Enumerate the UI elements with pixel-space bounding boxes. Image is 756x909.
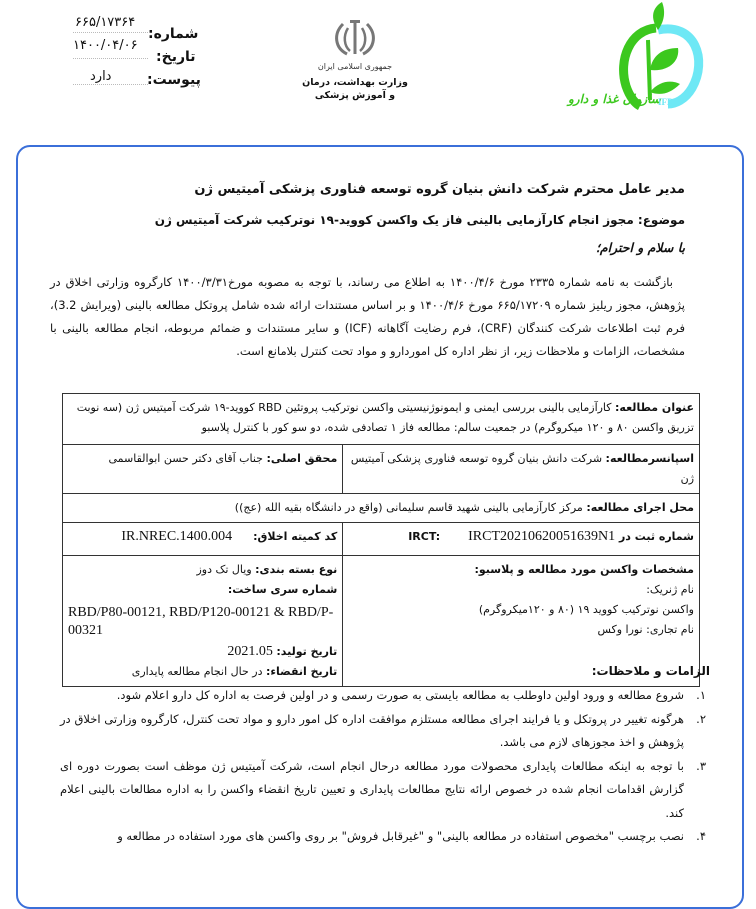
exp-value: در حال انجام مطالعه پایداری: [131, 665, 263, 678]
site-value: مرکز کارآزمایی بالینی شهید قاسم سلیمانی (واقع در دانشگاه بقیه الله (عج)): [234, 501, 583, 514]
packaging-value: ویال تک دوز: [196, 563, 252, 576]
sponsor-value: شرکت دانش بنیان گروه توسعه فناوری پزشکی آمیتیس ژن: [350, 452, 694, 485]
ethics-label: کد کمیته اخلاق:: [253, 530, 338, 543]
subject: موضوع: مجوز انجام کارآزمایی بالینی فاز یک واکسن کووید-۱۹ نوترکیب شرکت آمیتیس ژن: [154, 213, 685, 227]
list-item: [60, 708, 706, 755]
requirements-list: [60, 684, 710, 849]
number-value: ۶۶۵/۱۷۳۶۴: [75, 15, 136, 30]
title-label: عنوان مطالعه:: [615, 401, 694, 414]
item-text: شروع مطالعه و ورود اولین داوطلب به مطالعه بایستی به صورت رسمی و در اولین فرصت به اداره کل دارو اعلام شود.: [116, 688, 684, 702]
date-label: تاریخ:: [156, 49, 196, 65]
letter-body: [50, 182, 685, 363]
brand-value: نورا وکس: [597, 623, 643, 636]
attachment-dots: [73, 84, 148, 85]
irct-label: شماره ثبت در IRCT:: [408, 530, 694, 543]
requirements-heading: الزامات و ملاحظات:: [591, 664, 710, 678]
greeting: با سلام و احترام؛: [595, 240, 685, 255]
date-value: ۱۴۰۰/۰۴/۰۶: [73, 38, 138, 53]
requirements-section: [60, 664, 710, 849]
iran-emblem-icon: [333, 18, 377, 56]
number-label: شماره:: [148, 26, 199, 42]
title-value: کارآزمایی بالینی بررسی ایمنی و ایمونوژنیسیتی واکسن نوترکیب پروتئین RBD کووید-۱۹ شرکت آمیتیس ژن (سه نوبت تزریق واکسن ۸۰ و ۱۲۰ میکروگرم) در جمعیت سالم: مطالعه فاز ۱ تصادفی شده، دو سو کور با کنترل پلاسبو: [76, 401, 694, 434]
item-text: با توجه به اینکه مطالعات پایداری محصولات مورد مطالعه درحال انجام است، شرکت آمیتیس ژن موظف است بصورت دوره ای گزارش اقدامات انجام شده در خصوص ارائه نتایج مطالعات پایداری و تعیین تاریخ انقضاء واکسن را به اداره مطالعات بالینی اعلام کند.: [60, 758, 684, 820]
attachment-value: دارد: [90, 69, 112, 84]
brand-label: نام تجاری:: [646, 623, 694, 636]
irct-value: IRCT20210620051639N1: [468, 529, 616, 544]
attachment-label: پیوست:: [147, 72, 201, 88]
date-dots: [73, 58, 148, 59]
generic-value: واکسن نوترکیب کووید ۱۹ (۸۰ و ۱۲۰میکروگرم): [478, 603, 694, 616]
item-text: نصب برچسب "مخصوص استفاده در مطالعه بالینی" و "غیرقابل فروش" بر روی واکسن های مورد استفاده در مطالعه و: [117, 829, 684, 843]
recipient: مدیر عامل محترم شرکت دانش بنیان گروه توسعه فناوری پزشکی آمیتیس ژن: [194, 182, 685, 197]
study-info-table: [62, 393, 700, 687]
iran-emblem: [333, 18, 377, 56]
item-number: ۱.: [696, 688, 706, 702]
batch-label: شماره سری ساخت:: [227, 583, 338, 596]
spec-heading: مشخصات واکسن مورد مطالعه و پلاسبو:: [474, 563, 694, 576]
mfg-value: 2021.05: [227, 644, 273, 659]
row-site: [63, 494, 700, 523]
pi-value: جناب آقای دکتر حسن ابوالقاسمی: [108, 452, 263, 465]
exp-label: تاریخ انقضاء:: [265, 665, 338, 678]
emblem-line1: جمهوری اسلامی ایران: [317, 62, 393, 71]
batch-value: RBD/P80-00121, RBD/P120-00121 & RBD/P-00321: [68, 605, 334, 638]
ifda-logo-abbr: IFDA: [658, 97, 680, 107]
list-item: [60, 755, 706, 826]
item-number: ۲.: [696, 711, 706, 726]
body-paragraph: بازگشت به نامه شماره ۲۳۳۵ مورخ ۱۴۰۰/۴/۶ به اطلاع می رساند، با توجه به مصوبه مورخ۱۴۰۰/۳/۳۱ کارگروه وزارتی اخلاق در پژوهش، مجوز ریلیز شماره ۶۶۵/۱۷۲۰۹ مورخ ۱۴۰۰/۴/۶ و بر اساس مستندات ارائه شده شامل پروتکل مطالعه بالینی (ویرایش 3.2)، فرم ثبت اطلاعات شرکت کنندگان (CRF)، فرم رضایت آگاهانه (ICF) و سایر مستندات و ضمائم مربوطه، انجام مطالعه بالینی با مشخصات، الزامات و ملاحظات زیر، از نظر اداره کل اموردارو و مواد تحت کنترل بلامانع است.: [50, 275, 685, 358]
site-label: محل اجرای مطالعه:: [586, 501, 694, 514]
ifda-logo-text: سازمان غذا و دارو: [568, 92, 661, 106]
ethics-value: IR.NREC.1400.004: [121, 529, 233, 544]
bottom-fade: [40, 858, 720, 876]
mfg-label: تاریخ تولید:: [276, 645, 338, 658]
item-number: ۴.: [696, 829, 706, 843]
item-number: ۳.: [696, 758, 706, 773]
row-title: [63, 394, 700, 445]
sponsor-label: اسپانسرمطالعه:: [605, 452, 694, 465]
emblem-line2: وزارت بهداشت، درمان: [302, 77, 408, 88]
list-item: [60, 684, 706, 708]
item-text: هرگونه تغییر در پروتکل و یا فرایند اجرای مطالعه مستلزم موافقت اداره کل امور دارو و مواد تحت کنترل، کارگروه وزارتی اخلاق در پژوهش و اخذ مجوزهای لازم می باشد.: [60, 711, 684, 749]
generic-label: نام ژنریک:: [646, 583, 694, 596]
list-item: [60, 825, 706, 849]
emblem-line3: و آموزش پزشکی: [314, 90, 396, 101]
number-dots: [73, 32, 148, 33]
row-sponsor: [63, 445, 700, 494]
row-irct: [63, 523, 700, 556]
emblem-caption: [280, 62, 430, 101]
packaging-label: نوع بسته بندی:: [255, 563, 338, 576]
ifda-logo: [568, 0, 710, 112]
pi-label: محقق اصلی:: [266, 452, 338, 465]
